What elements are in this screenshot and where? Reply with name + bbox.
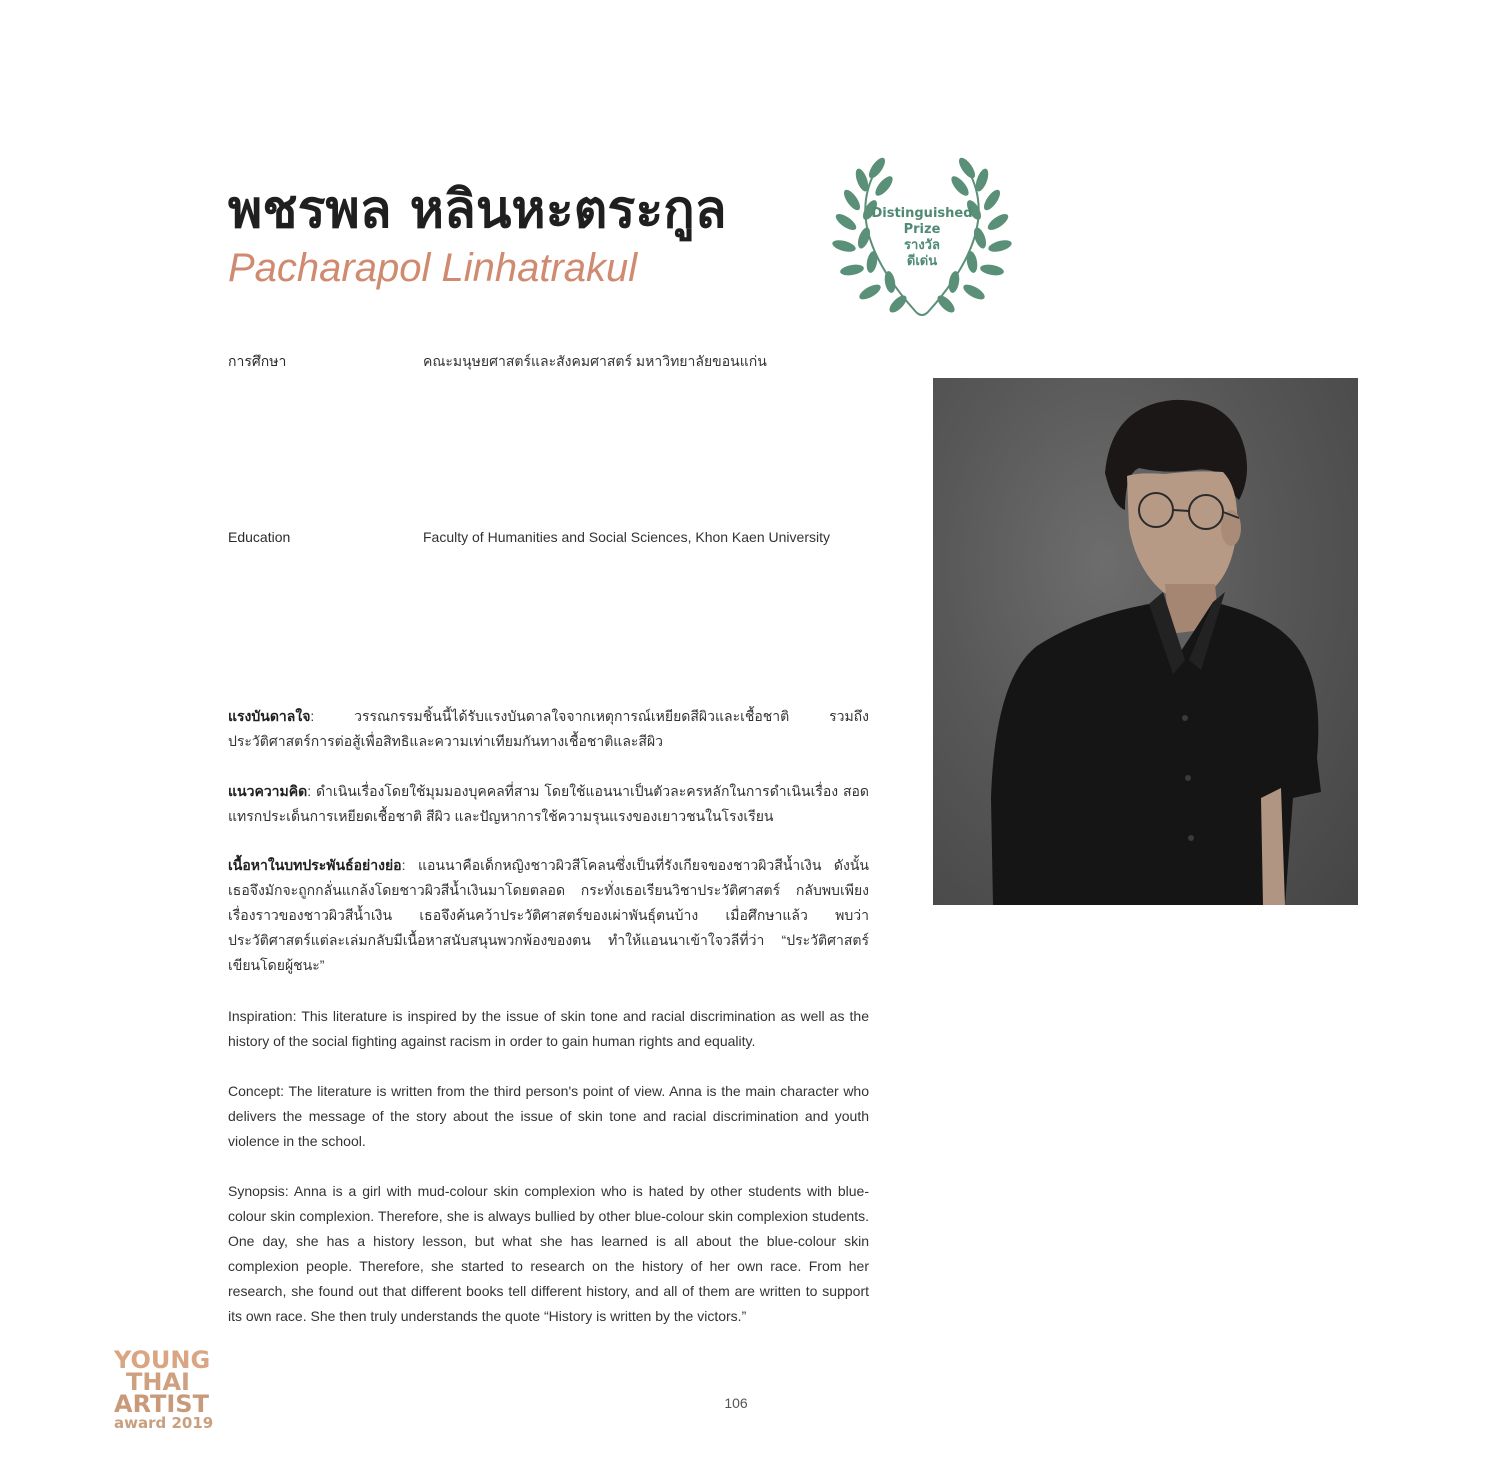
inspiration-label-english: Inspiration: — [228, 1008, 297, 1024]
inspiration-text-english: This literature is inspired by the issue of skin tone and racial discrimination as well as the history of the social fighting against racism in order to gain human rights and equality. — [228, 1008, 870, 1049]
inspiration-english — [228, 1004, 869, 1054]
concept-text-thai: ดำเนินเรื่องโดยใช้มุมมองบุคคลที่สาม โดยใช้แอนนาเป็นตัวละครหลักในการดำเนินเรื่อง สอดแทรกประเด็นการเหยียดเชื้อชาติ สีผิว และปัญหาการใช้ความรุนแรงของเยาวชนในโรงเรียน — [228, 783, 869, 824]
synopsis-english — [228, 1179, 869, 1329]
award-line-2: Prize — [903, 222, 941, 237]
logo-line-1: YOUNG — [114, 1346, 211, 1374]
artist-portrait-photo — [933, 378, 1358, 905]
logo-line-3: ARTIST — [114, 1390, 209, 1418]
synopsis-label-english: Synopsis: — [228, 1183, 289, 1199]
award-line-4: ดีเด่น — [906, 254, 938, 269]
concept-text-english: The literature is written from the third person's point of view. Anna is the main character who delivers the message of the story about the issue of skin tone and racial discrimination and youth violence in the school. — [228, 1083, 870, 1149]
award-badge-text — [862, 206, 982, 270]
concept-english — [228, 1079, 869, 1154]
synopsis-thai: เนื้อหาในบทประพันธ์อย่างย่อ: แอนนาคือเด็กหญิงชาวผิวสีโคลนซึ่งเป็นที่รังเกียจของชาวผิวสีน้ำเงิน ดังนั้น เธอจึงมักจะถูกกลั่นแกล้งโดยชาวผิวสีน้ำเงินมาโดยตลอด กระทั่งเธอเรียนวิชาประวัติศาสตร์ กลับพบเพียงเรื่องราวของชาวผิวสีน้ำเงิน เธอจึงค้นคว้าประวัติศาสตร์ของเผ่าพันธุ์ตนบ้าง เมื่อศึกษาแล้ว พบว่าประวัติศาสตร์แต่ละเล่มกลับมีเนื้อหาสนับสนุนพวกพ้องของตน ทำให้แอนนาเข้าใจวลีที่ว่า “ประวัติศาสตร์เขียนโดยผู้ชนะ” — [228, 857, 869, 973]
education-value-thai: คณะมนุษยศาสตร์และสังคมศาสตร์ มหาวิทยาลัยขอนแก่น — [423, 353, 767, 369]
concept-thai: แนวความคิด: ดำเนินเรื่องโดยใช้มุมมองบุคคลที่สาม โดยใช้แอนนาเป็นตัวละครหลักในการดำเนินเรื่อง สอดแทรกประเด็นการเหยียดเชื้อชาติ สีผิว และปัญหาการใช้ความรุนแรงของเยาวชนในโรงเรียน — [228, 783, 869, 824]
artist-name-thai: พชรพล หลินหะตระกูล — [228, 180, 727, 240]
concept-label-thai: แนวความคิด — [228, 783, 308, 799]
logo-line-2: THAI — [126, 1368, 190, 1396]
logo-line-4: award 2019 — [114, 1414, 214, 1432]
artist-name-english: Pacharapol Linhatrakul — [228, 246, 638, 290]
inspiration-thai: แรงบันดาลใจ: วรรณกรรมชิ้นนี้ได้รับแรงบันดาลใจจากเหตุการณ์เหยียดสีผิวและเชื้อชาติ รวมถึงประวัติศาสตร์การต่อสู้เพื่อสิทธิและความเท่าเทียมกันทางเชื้อชาติและสีผิว — [228, 708, 869, 749]
page-number: 106 — [724, 1395, 748, 1411]
inspiration-label-thai: แรงบันดาลใจ — [228, 708, 311, 724]
synopsis-text-thai: แอนนาคือเด็กหญิงชาวผิวสีโคลนซึ่งเป็นที่รังเกียจของชาวผิวสีน้ำเงิน ดังนั้น เธอจึงมักจะถูกกลั่นแกล้งโดยชาวผิวสีน้ำเงินมาโดยตลอด กระทั่งเธอเรียนวิชาประวัติศาสตร์ กลับพบเพียงเรื่องราวของชาวผิวสีน้ำเงิน เธอจึงค้นคว้าประวัติศาสตร์ของเผ่าพันธุ์ตนบ้าง เมื่อศึกษาแล้ว พบว่าประวัติศาสตร์แต่ละเล่มกลับมีเนื้อหาสนับสนุนพวกพ้องของตน ทำให้แอนนาเข้าใจวลีที่ว่า “ประวัติศาสตร์เขียนโดยผู้ชนะ” — [228, 857, 869, 973]
education-label-thai: การศึกษา — [228, 353, 287, 369]
inspiration-text-thai: วรรณกรรมชิ้นนี้ได้รับแรงบันดาลใจจากเหตุการณ์เหยียดสีผิวและเชื้อชาติ รวมถึงประวัติศาสตร์การต่อสู้เพื่อสิทธิและความเท่าเทียมกันทางเชื้อชาติและสีผิว — [228, 708, 869, 749]
award-line-1: Distinguished — [871, 206, 973, 221]
synopsis-text-english: Anna is a girl with mud-colour skin complexion who is hated by other students with blue-colour skin complexion. Therefore, she is always bullied by other blue-colour skin complexion students. One day, she has a history lesson, but what she has learned is all about the blue-colour skin complexion people. Therefore, she started to research on the history of her own race. From her research, she found out that different books tell different history, and all of them are written to support its own race. She then truly understands the quote “History is written by the victors.” — [228, 1183, 869, 1324]
education-value-english: Faculty of Humanities and Social Sciences, Khon Kaen University — [423, 529, 830, 545]
young-thai-artist-logo — [114, 1346, 234, 1432]
synopsis-label-thai: เนื้อหาในบทประพันธ์อย่างย่อ — [228, 857, 402, 873]
concept-label-english: Concept: — [228, 1083, 285, 1099]
education-label-english: Education — [228, 529, 291, 545]
award-line-3: รางวัล — [904, 238, 940, 253]
